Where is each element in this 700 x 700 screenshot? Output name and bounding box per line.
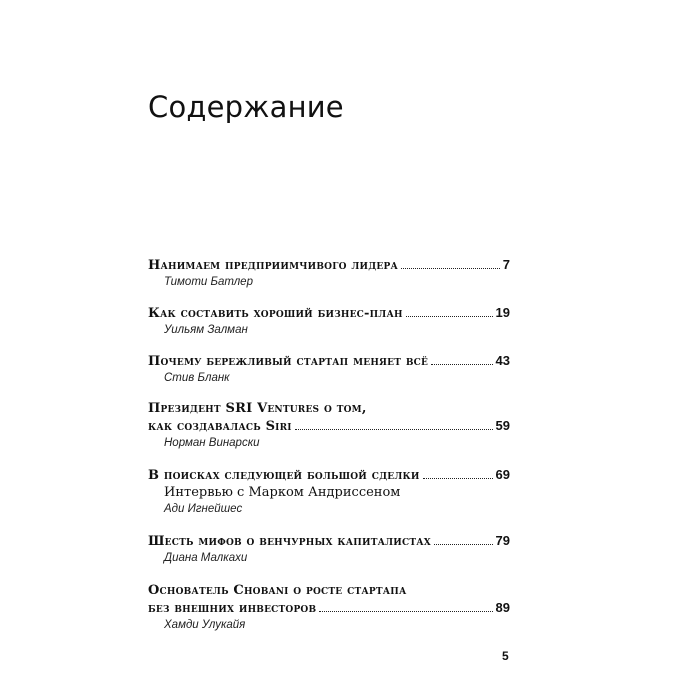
page-title: Содержание: [148, 90, 344, 124]
toc-entry-title-line: [148, 256, 510, 274]
toc-entry-author: Тимоти Батлер: [164, 276, 253, 288]
toc-entry-author: Уильям Залман: [164, 324, 248, 336]
dot-leader: [434, 543, 493, 545]
toc-entry-subtitle: Интервью с Марком Андриссеном: [164, 485, 401, 500]
toc-entry[interactable]: [148, 304, 510, 352]
toc-entry-title: Президент SRI Ventures о том,: [148, 401, 367, 416]
toc-entry-author: Хамди Улукайя: [164, 619, 246, 631]
toc-entry-page-number: 79: [495, 533, 510, 548]
toc-entry-title-line: [148, 304, 510, 322]
toc-entry-author: Диана Малкахи: [164, 552, 248, 564]
toc-entry[interactable]: [148, 466, 510, 532]
toc-entry[interactable]: [148, 532, 510, 582]
toc-entry[interactable]: [148, 256, 510, 304]
toc-entry-title: Почему бережливый стартап меняет всё: [148, 354, 429, 369]
dot-leader: [401, 267, 500, 269]
toc-entry-page-number: 89: [495, 600, 510, 615]
toc-entry-title-line: [148, 352, 510, 370]
toc-entry-page-number: 19: [495, 305, 510, 320]
toc-entry-title-continued: без внешних инвесторов: [148, 601, 317, 616]
toc-entry-title: В поисках следующей большой сделки: [148, 468, 420, 483]
dot-leader: [431, 363, 492, 365]
toc-entry-page-number: 7: [502, 257, 510, 272]
dot-leader: [423, 477, 493, 479]
table-of-contents: [148, 256, 510, 634]
toc-entry-author: Ади Игнейшес: [164, 503, 243, 515]
page-number: 5: [502, 649, 509, 663]
toc-entry-author: Норман Винарски: [164, 437, 260, 449]
dot-leader: [295, 428, 493, 430]
toc-entry-title-line: [148, 400, 510, 417]
toc-entry-page-number: 59: [495, 418, 510, 433]
toc-entry-author: Стив Бланк: [164, 372, 230, 384]
toc-entry-title-line: [148, 599, 510, 617]
toc-entry-title: Как составить хороший бизнес-план: [148, 306, 403, 321]
toc-entry-title-continued: как создавалась Siri: [148, 419, 292, 434]
toc-entry[interactable]: [148, 352, 510, 400]
toc-entry[interactable]: [148, 582, 510, 634]
toc-entry[interactable]: [148, 400, 510, 466]
toc-entry-title: Нанимаем предприимчивого лидера: [148, 258, 398, 273]
toc-entry-title-line: [148, 532, 510, 550]
dot-leader: [319, 610, 492, 612]
toc-entry-title: Основатель Chobani о росте стартапа: [148, 583, 407, 598]
dot-leader: [406, 315, 493, 317]
toc-entry-page-number: 69: [495, 467, 510, 482]
toc-entry-title: Шесть мифов о венчурных капиталистах: [148, 534, 431, 549]
toc-entry-title-line: [148, 417, 510, 435]
toc-entry-title-line: [148, 466, 510, 484]
toc-entry-page-number: 43: [495, 353, 510, 368]
toc-entry-title-line: [148, 582, 510, 599]
